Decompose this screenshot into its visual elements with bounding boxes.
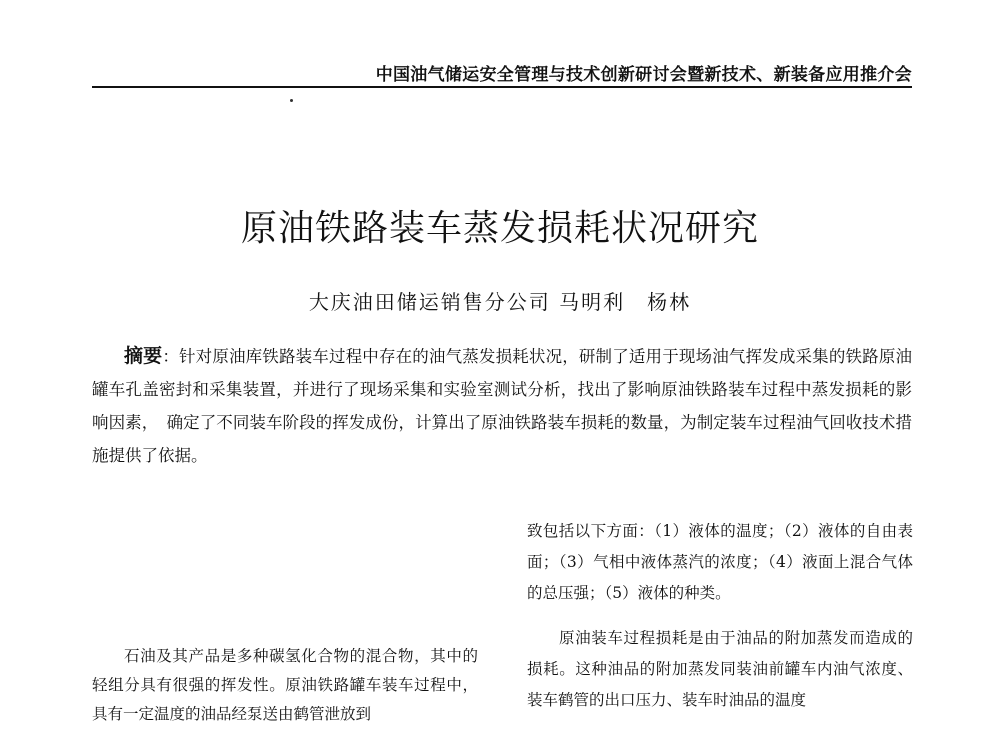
stray-dot: [290, 99, 293, 102]
paper-authors: 大庆油田储运销售分公司 马明利 杨林: [308, 290, 692, 314]
right-column-paragraph-2: 原油装车过程损耗是由于油品的附加蒸发而造成的损耗。这种油品的附加蒸发同装油前罐车内油气浓度、装车鹤管的出口压力、装车时油品的温度: [527, 629, 913, 709]
abstract: [92, 340, 912, 472]
left-column-paragraph: 石油及其产品是多种碳氢化合物的混合物，其中的轻组分具有很强的挥发性。原油铁路罐车装车过程中，具有一定温度的油品经泵送由鹤管泄放到: [92, 647, 478, 723]
header-rule: [92, 86, 912, 88]
abstract-label: 摘要: [124, 345, 163, 367]
conference-header: 中国油气储运安全管理与技术创新研讨会暨新技术、新装备应用推介会: [375, 65, 912, 85]
paper-title: 原油铁路装车蒸发损耗状况研究: [240, 208, 759, 249]
right-column-paragraph-1: 致包括以下方面：（1）液体的温度；（2）液体的自由表面；（3）气相中液体蒸汽的浓度；（4）液面上混合气体的总压强；（5）液体的种类。: [527, 522, 913, 602]
abstract-text: ：针对原油库铁路装车过程中存在的油气蒸发损耗状况，研制了适用于现场油气挥发成采集的铁路原油罐车孔盖密封和采集装置，并进行了现场采集和实验室测试分析，找出了影响原油铁路装车过程中蒸发损耗的影响因素， 确定了不同装车阶段的挥发成份，计算出了原油铁路装车损耗的数量，为制定装车过程油气回收技术措施提供了依据。: [92, 347, 912, 465]
